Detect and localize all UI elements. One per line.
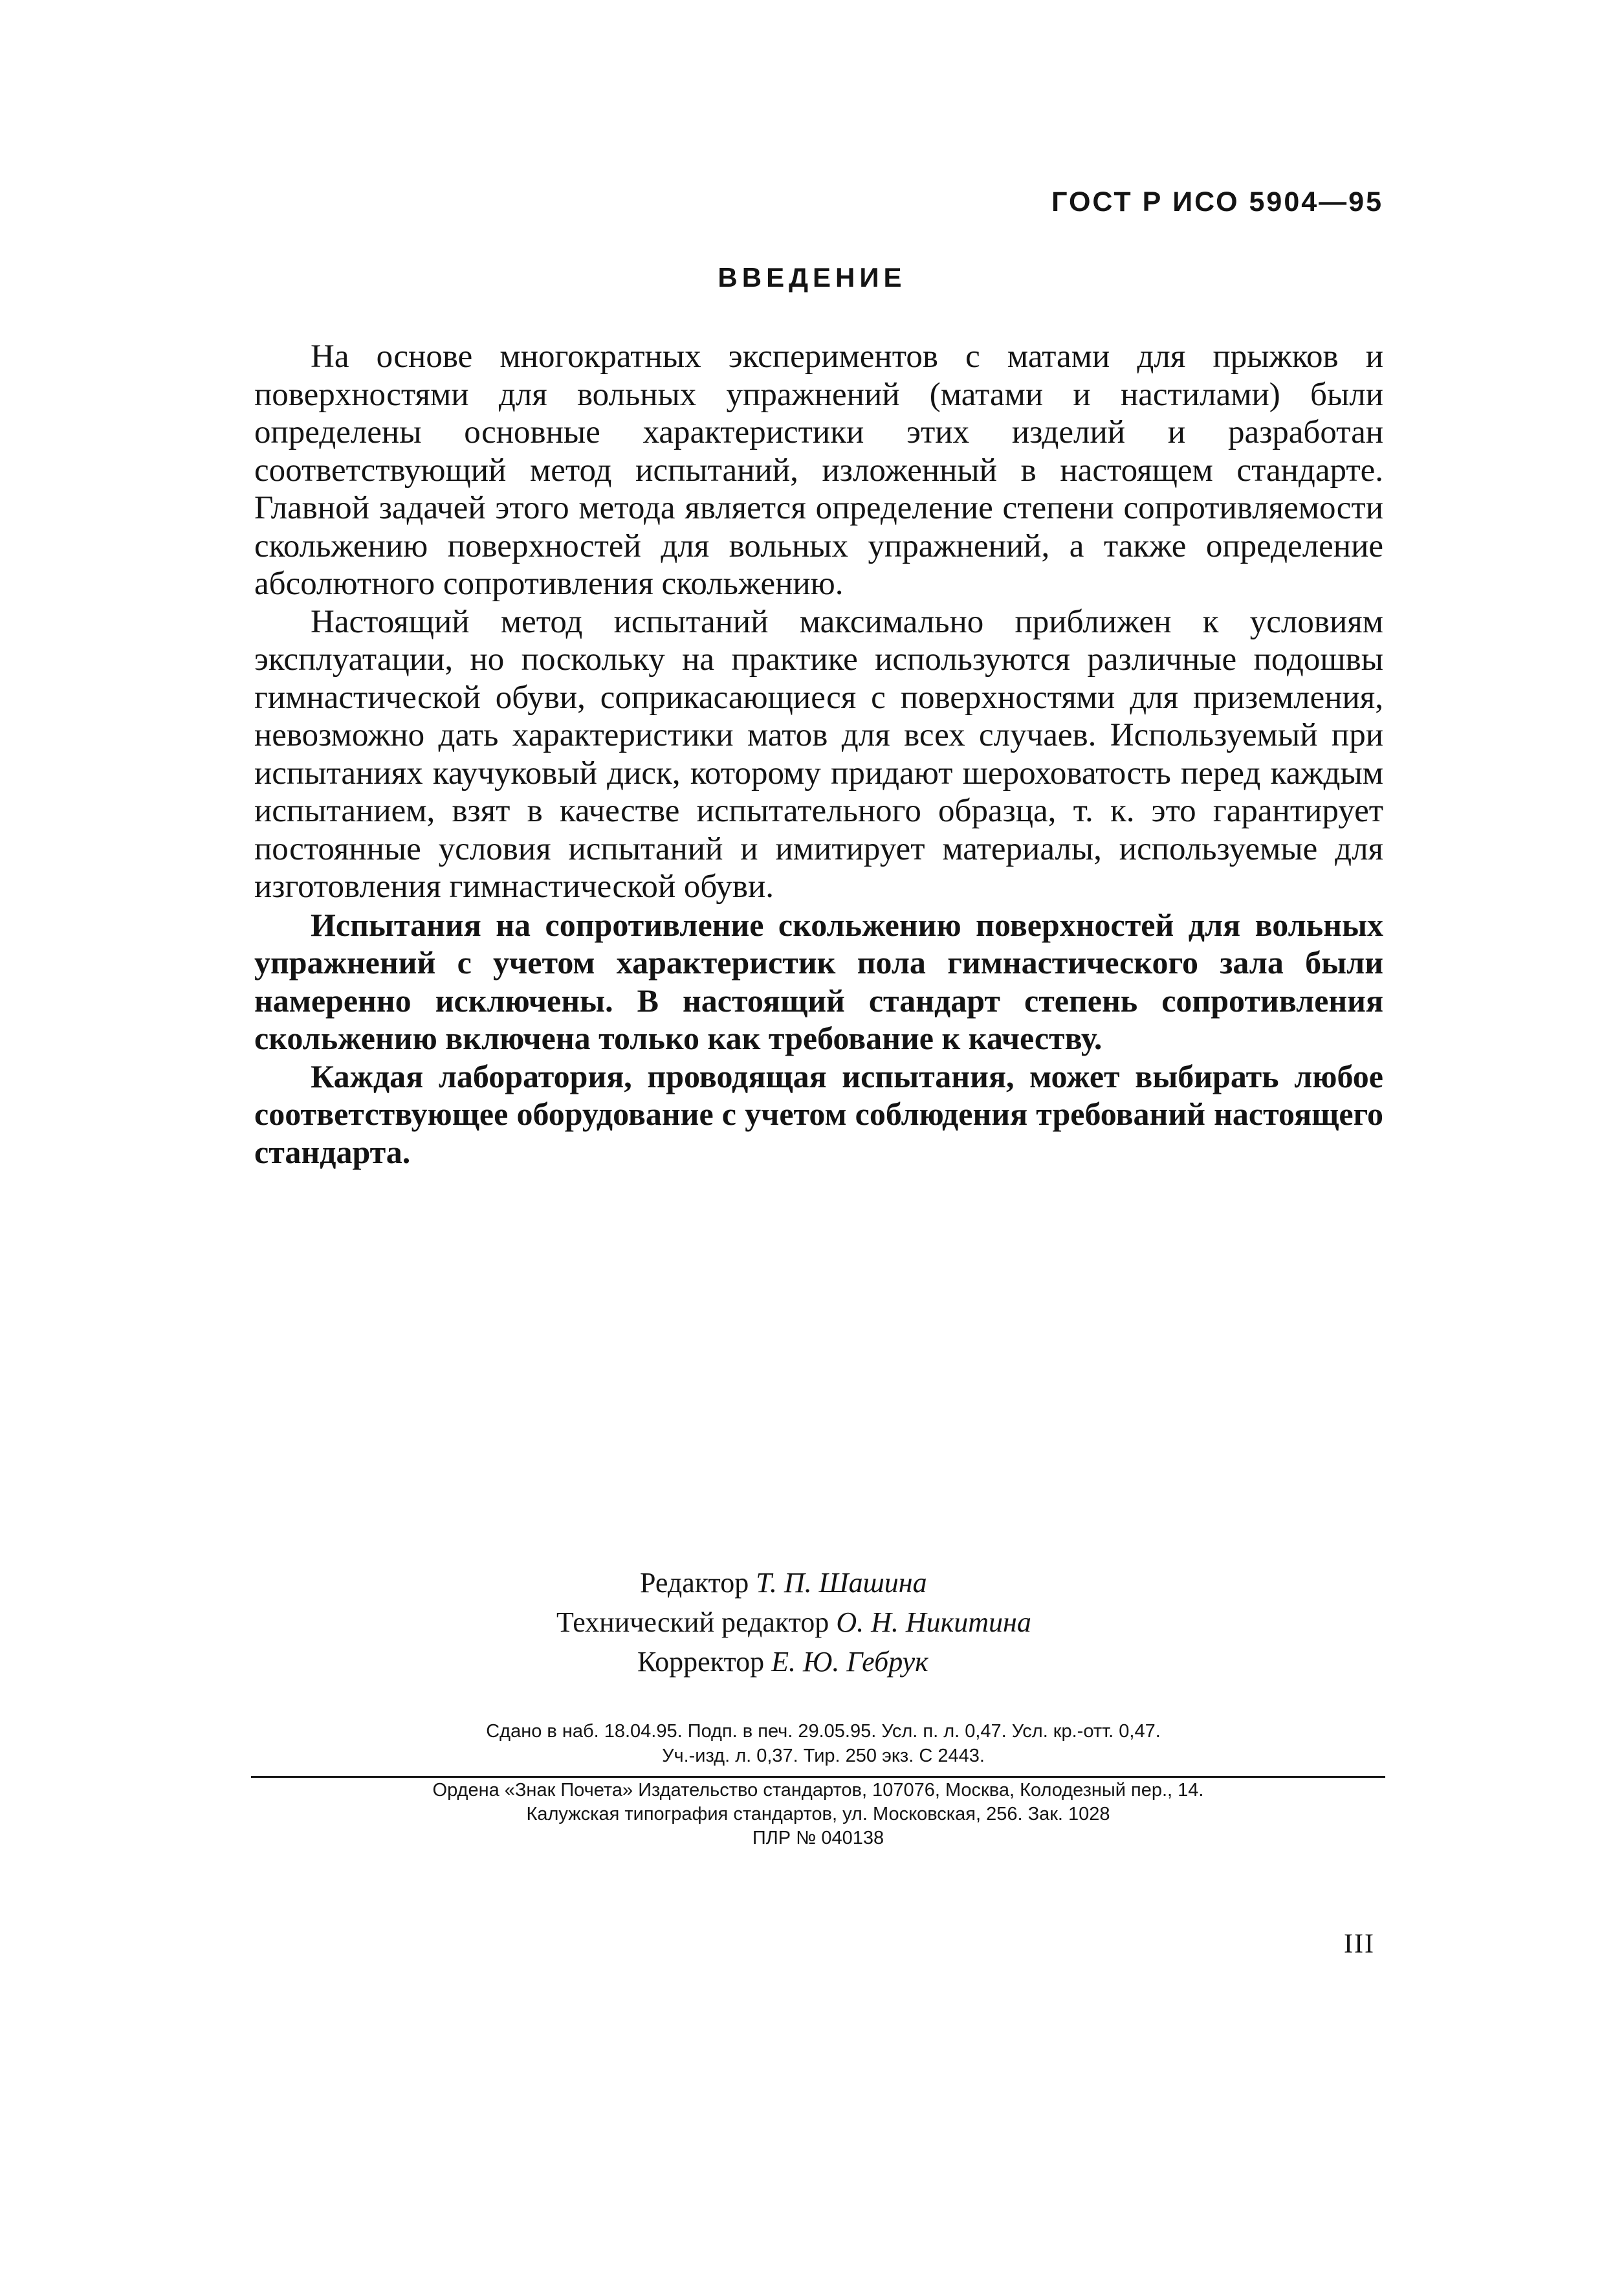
credit-name: Е. Ю. Гебрук	[771, 1646, 928, 1678]
publisher-line: ПЛР № 040138	[752, 1828, 884, 1848]
publisher-line: Ордена «Знак Почета» Издательство стандартов, 107076, Москва, Колодезный пер., 14.	[432, 1780, 1204, 1801]
credit-name: О. Н. Никитина	[836, 1606, 1031, 1638]
print-info	[259, 1719, 1388, 1768]
introduction-body	[254, 338, 1383, 1171]
paragraph-4: Каждая лаборатория, проводящая испытания, может выбирать любое соответствующее оборудование с учетом соблюдения требований настоящего стандарта.	[254, 1058, 1383, 1170]
credit-role: Корректор	[637, 1646, 765, 1678]
credits-block	[556, 1563, 1139, 1681]
credit-editor	[556, 1563, 1139, 1602]
section-title: ВВЕДЕНИЕ	[718, 262, 906, 293]
divider	[251, 1776, 1385, 1778]
page-number: III	[1344, 1929, 1375, 1959]
credit-role: Редактор	[640, 1567, 749, 1599]
print-info-line: Сдано в наб. 18.04.95. Подп. в печ. 29.05.95. Усл. п. л. 0,47. Усл. кр.-отт. 0,47.	[486, 1721, 1161, 1742]
paragraph-1: На основе многократных экспериментов с матами для прыжков и поверхностями для вольных упражнений (матами и настилами) были определены основные характеристики этих изделий и разработан соответствующий метод испытаний, изложенный в настоящем стандарте. Главной задачей этого метода является определение степени сопротивляемости скольжению поверхностей для вольных упражнений, а также определение абсолютного сопротивления скольжению.	[254, 338, 1383, 602]
paragraph-3: Испытания на сопротивление скольжению поверхностей для вольных упражнений с учетом характеристик пола гимнастического зала были намеренно исключены. В настоящий стандарт степень сопротивления скольжению включена только как требование к качеству.	[254, 906, 1383, 1056]
credit-name: Т. П. Шашина	[756, 1567, 927, 1599]
standard-number: ГОСТ Р ИСО 5904—95	[1051, 186, 1383, 217]
publisher-info	[251, 1779, 1385, 1850]
credit-tech-editor	[556, 1602, 1139, 1642]
print-info-line: Уч.-изд. л. 0,37. Тир. 250 экз. С 2443.	[662, 1746, 985, 1766]
paragraph-2: Настоящий метод испытаний максимально приближен к условиям эксплуатации, но поскольку на практике используются различные подошвы гимнастической обуви, соприкасающиеся с поверхностями для приземления, невозможно дать характеристики матов для всех случаев. Используемый при испытаниях каучуковый диск, которому придают шероховатость перед каждым испытанием, взят в качестве испытательного образца, т. к. это гарантирует постоянные условия испытаний и имитирует материалы, используемые для изготовления гимнастической обуви.	[254, 603, 1383, 905]
publisher-line: Калужская типография стандартов, ул. Московская, 256. Зак. 1028	[526, 1804, 1110, 1824]
credit-role: Технический редактор	[556, 1606, 829, 1638]
credit-corrector	[556, 1642, 1139, 1681]
